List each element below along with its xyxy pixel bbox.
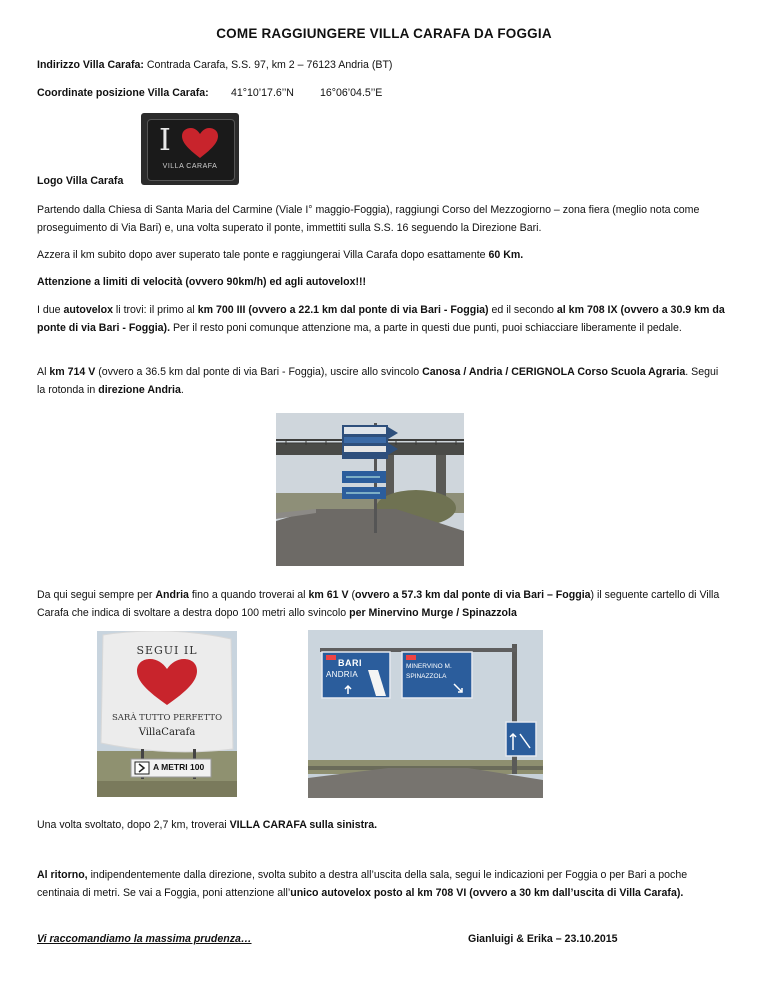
follow-text-3: ( xyxy=(348,589,356,601)
follow-andria: Andria xyxy=(155,589,189,601)
logo-caption: Logo Villa Carafa xyxy=(37,175,124,187)
motorway-sign-photo xyxy=(308,630,543,798)
address-line xyxy=(37,57,392,74)
autovelox-word: autovelox xyxy=(63,304,113,316)
paragraph-follow-andria xyxy=(37,586,727,622)
road-sign-andria: ANDRIA xyxy=(326,670,359,679)
villa-sign-bottom: SARÀ TUTTO PERFETTO xyxy=(111,713,223,723)
footer-caution: Vi raccomandiamo la massima prudenza… xyxy=(37,933,252,945)
paragraph-start: Partendo dalla Chiesa di Santa Maria del Carmine (Viale I° maggio-Foggia), raggiungi Corso del Mezzogiorno – zona fiera (meglio nota come proseguimento di Via Bari) e, una volta superato il ponte, immettiti sulla S.S. 16 seguendo la Direzione Bari. xyxy=(37,204,700,234)
paragraph-return xyxy=(37,866,727,902)
road-sign-minervino: MINERVINO M. xyxy=(406,663,452,670)
junction-scene xyxy=(276,413,464,566)
address-value: Contrada Carafa, S.S. 97, km 2 – 76123 Andria (BT) xyxy=(143,59,393,71)
turn-destination: VILLA CARAFA sulla sinistra. xyxy=(229,819,378,831)
return-autovelox: unico autovelox posto al km 708 VI (ovvero a 30 km dall’uscita di Villa Carafa). xyxy=(290,887,684,899)
villa-sign-arrow-text: A METRI 100 xyxy=(153,762,205,772)
villa-sign-top: SEGUI IL xyxy=(136,644,198,657)
page-title: COME RAGGIUNGERE VILLA CARAFA DA FOGGIA xyxy=(216,26,552,41)
follow-km: km 61 V xyxy=(308,589,349,601)
paragraph-autovelox xyxy=(37,301,727,337)
villa-sign-brand: VillaCarafa xyxy=(138,727,196,738)
logo-image xyxy=(141,113,239,185)
exit-direction: direzione Andria xyxy=(98,384,181,396)
address-label: Indirizzo Villa Carafa: xyxy=(37,59,144,71)
follow-distance: ovvero a 57.3 km dal ponte di via Bari – Foggia xyxy=(355,589,591,601)
follow-text-4: ) il seguente cartello di Villa Carafa che indica di svoltare a destra dopo 100 metri allo svincolo xyxy=(37,589,720,619)
coordinates-lon: 16°06’04.5’’E xyxy=(320,87,383,99)
autovelox-first: km 700 III (ovvero a 22.1 km dal ponte di via Bari - Foggia) xyxy=(197,304,489,316)
reset-km-distance: 60 Km. xyxy=(488,249,524,261)
coordinates-lat: 41°10’17.6’’N xyxy=(231,87,294,99)
autovelox-text-2: li trovi: il primo al xyxy=(112,304,198,316)
exit-km: km 714 V xyxy=(49,366,96,378)
logo-letter: I xyxy=(159,123,171,158)
road-sign-bari: BARI xyxy=(338,658,362,668)
footer-signature: Gianluigi & Erika – 23.10.2015 xyxy=(468,933,618,945)
paragraph-exit xyxy=(37,363,727,399)
follow-text-1: Da qui segui sempre per xyxy=(37,589,156,601)
exit-text-3: . Segui la rotonda in xyxy=(37,366,719,396)
exit-text-4: . xyxy=(180,384,184,396)
road-sign-spinazzola: SPINAZZOLA xyxy=(406,673,447,680)
autovelox-second: al km 708 IX (ovvero a 30.9 km da ponte di via Bari - Foggia). xyxy=(37,304,725,334)
autovelox-text-1: I due xyxy=(37,304,64,316)
coordinates-line xyxy=(37,85,383,102)
exit-junction: Canosa / Andria / CERIGNOLA Corso Scuola Agraria xyxy=(422,366,686,378)
exit-text-2: (ovvero a 36.5 km dal ponte di via Bari - Foggia), uscire allo svincolo xyxy=(95,366,423,378)
exit-text-1: Al xyxy=(37,366,50,378)
motorway-scene xyxy=(308,630,543,798)
return-text: indipendentemente dalla direzione, svolta subito a destra all’uscita della sala, segui le indicazioni per Foggia o per Bari a poche centinaia di metri. Se vai a Foggia, poni attenzione all’ xyxy=(37,869,688,899)
heart-icon xyxy=(181,127,219,159)
coordinates-label: Coordinate posizione Villa Carafa: xyxy=(37,87,209,99)
paragraph-reset-km xyxy=(37,246,727,264)
autovelox-text-4: Per il resto poni comunque attenzione ma, a parte in questi due punti, puoi schiacciare liberamente il pedale. xyxy=(170,322,682,334)
speed-warning: Attenzione a limiti di velocità (ovvero 90km/h) ed agli autovelox!!! xyxy=(37,276,367,288)
logo-brand: VILLA CARAFA xyxy=(162,163,218,170)
junction-photo xyxy=(276,413,464,566)
villa-sign-photo xyxy=(97,631,237,797)
reset-km-text: Azzera il km subito dopo aver superato tale ponte e raggiungerai Villa Carafa dopo esattamente xyxy=(37,249,489,261)
autovelox-text-3: ed il secondo xyxy=(488,304,557,316)
return-label: Al ritorno, xyxy=(37,869,88,881)
follow-text-2: fino a quando troverai al xyxy=(188,589,309,601)
follow-exit: per Minervino Murge / Spinazzola xyxy=(349,607,517,619)
turn-text: Una volta svoltato, dopo 2,7 km, troverai xyxy=(37,819,230,831)
paragraph-turn xyxy=(37,816,727,834)
